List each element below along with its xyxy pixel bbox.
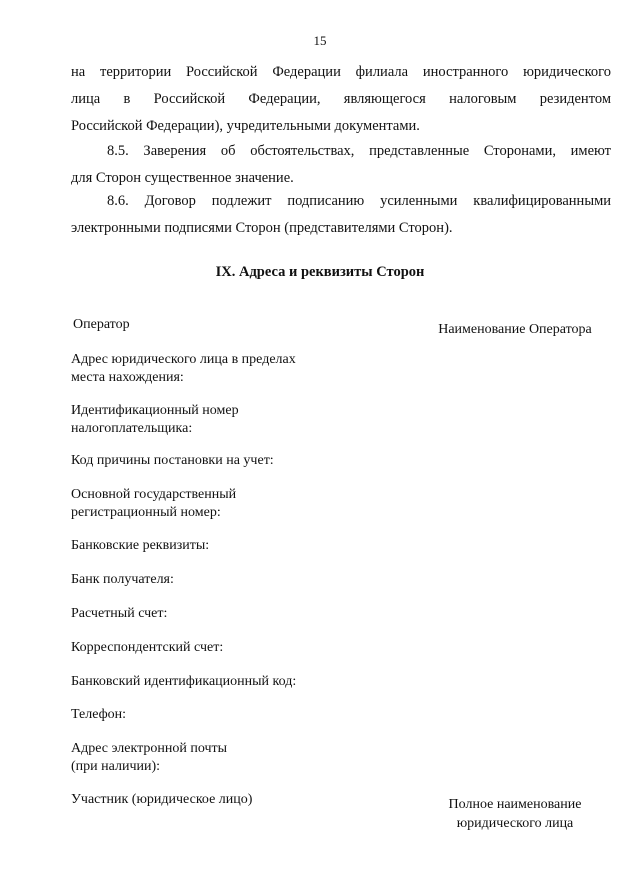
inn-label: Идентификационный номер налогоплательщика: <box>71 403 239 436</box>
participant-label: Участник (юридическое лицо) <box>71 792 253 807</box>
phone-label: Телефон: <box>71 707 127 722</box>
paragraph-8-6 <box>71 188 611 242</box>
ogrn-label: Основной государственный регистрационный номер: <box>71 487 237 520</box>
operator-name: Наименование Оператора <box>438 322 592 337</box>
paragraph-line: Российской Федерации), учредительными документами. <box>71 118 420 134</box>
settlement-account-label: Расчетный счет: <box>71 606 168 621</box>
paragraph-8-5 <box>71 138 611 192</box>
operator-label: Оператор <box>73 317 130 332</box>
paragraph-line: на территории Российской Федерации филиала иностранного юридического <box>71 64 611 80</box>
legal-address-label: Адрес юридического лица в пределах места нахождения: <box>71 352 296 385</box>
bik-label: Банковский идентификационный код: <box>71 674 297 689</box>
paragraph-line: лица в Российской Федерации, являющегося налоговым резидентом <box>71 91 611 107</box>
page-number: 15 <box>313 33 327 48</box>
recipient-bank-label: Банк получателя: <box>71 572 174 587</box>
paragraph-line: для Сторон существенное значение. <box>71 170 294 186</box>
bank-details-label: Банковские реквизиты: <box>71 538 210 553</box>
paragraph-continuation <box>71 59 611 140</box>
email-label: Адрес электронной почты (при наличии): <box>71 741 228 774</box>
participant-name: Полное наименование юридического лица <box>448 797 582 831</box>
paragraph-line: 8.5. Заверения об обстоятельствах, представленные Сторонами, имеют <box>107 143 611 159</box>
correspondent-account-label: Корреспондентский счет: <box>71 640 224 655</box>
kpp-label: Код причины постановки на учет: <box>71 453 274 468</box>
paragraph-line: 8.6. Договор подлежит подписанию усиленными квалифицированными <box>107 193 611 209</box>
section-heading: IX. Адреса и реквизиты Сторон <box>215 264 425 280</box>
paragraph-line: электронными подписями Сторон (представителями Сторон). <box>71 220 453 236</box>
